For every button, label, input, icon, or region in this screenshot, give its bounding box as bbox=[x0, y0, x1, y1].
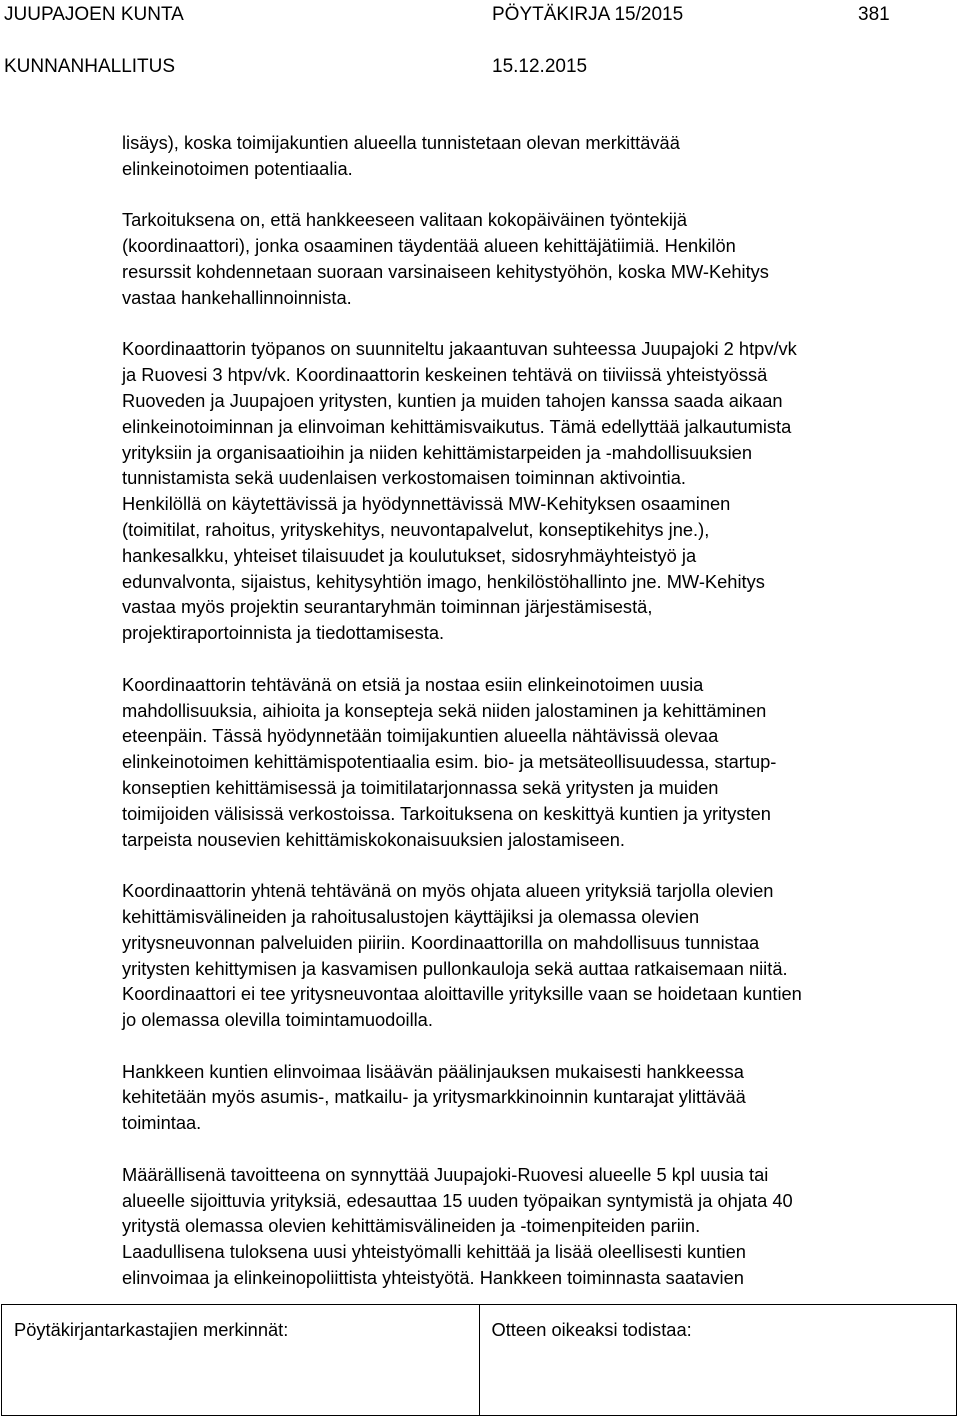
document-body bbox=[122, 130, 958, 1291]
document-title: PÖYTÄKIRJA 15/2015 bbox=[492, 4, 684, 25]
paragraph: Koordinaattorin työpanos on suunniteltu jakaantuvan suhteessa Juupajoki 2 htpv/vk ja Ruovesi 3 htpv/vk. Koordinaattorin keskeinen tehtävä on tiiviissä yhteistyössä Ruoveden ja Juupajoen yritysten, kuntien ja muiden tahojen kanssa saada aikaan elinkeinotoiminnan ja elinvoiman kehittämisvaikutus. Tämä edellyttää jalkautumista yrityksiin ja organisaatioihin ja niiden kehittämistarpeiden ja -mahdollisuuksien tunnistamista sekä uudenlaisen verkostomaisen toiminnan aktivointia. Henkilöllä on käytettävissä ja hyödynnettävissä MW-Kehityksen osaaminen (toimitilat, rahoitus, yrityskehitys, neuvontapalvelut, konseptikehitys jne.), hankesalkku, yhteiset tilaisuudet ja koulutukset, sidosryhmäyhteistyö ja edunvalvonta, sijaistus, kehitysyhtiön imago, henkilöstöhallinto jne. MW-Kehitys vastaa myös projektin seurantaryhmän toiminnan järjestämisestä, projektiraportoinnista ja tiedottamisesta. bbox=[122, 338, 797, 644]
governing-body: KUNNANHALLITUS bbox=[4, 56, 176, 77]
reviewers-label: Pöytäkirjantarkastajien merkinnät: bbox=[14, 1319, 289, 1340]
organization-name: JUUPAJOEN KUNTA bbox=[4, 4, 184, 25]
paragraph: Tarkoituksena on, että hankkeeseen valitaan kokopäiväinen työntekijä (koordinaattori), jonka osaaminen täydentää alueen kehittäjätiimiä. Henkilön resurssit kohdennetaan suoraan varsinaiseen kehitystyöhön, koska MW-Kehitys vastaa hankehallinnoinnista. bbox=[122, 209, 769, 308]
paragraph: Koordinaattorin tehtävänä on etsiä ja nostaa esiin elinkeinotoimen uusia mahdollisuuksia, aihioita ja konsepteja sekä niiden jalostaminen ja kehittäminen eteenpäin. Tässä hyödynnetään toimijakuntien alueella nähtävissä olevaa elinkeinotoimen kehittämispotentiaalia esim. bio- ja metsäteollisuudessa, startup- konseptien kehittämisessä ja toimitilatarjonnassa sekä yritysten ja muiden toimijoiden välisissä verkostoissa. Tarkoituksena on keskittyä kuntien ja yritysten tarpeista nousevien kehittämiskokonaisuuksien jalostamiseen. bbox=[122, 673, 777, 850]
paragraph: Hankkeen kuntien elinvoimaa lisäävän päälinjauksen mukaisesti hankkeessa kehitetään myös asumis-, matkailu- ja yritysmarkkinoinnin kuntarajat ylittävää toimintaa. bbox=[122, 1060, 746, 1134]
page-number: 381 bbox=[858, 4, 890, 25]
meeting-date: 15.12.2015 bbox=[492, 56, 588, 77]
certification-box bbox=[479, 1305, 957, 1415]
paragraph: lisäys), koska toimijakuntien alueella tunnistetaan olevan merkittävää elinkeinotoimen potentiaalia. bbox=[122, 132, 680, 179]
signature-footer bbox=[1, 1304, 957, 1416]
certification-label: Otteen oikeaksi todistaa: bbox=[491, 1319, 692, 1340]
reviewers-box bbox=[2, 1305, 479, 1415]
paragraph: Koordinaattorin yhtenä tehtävänä on myös ohjata alueen yrityksiä tarjolla olevien kehittämisvälineiden ja rahoitusalustojen käyttäjiksi ja olemassa olevien yritysneuvonnan palveluiden piiriin. Koordinaattorilla on mahdollisuus tunnistaa yritysten kehittymisen ja kasvamisen pullonkauloja sekä auttaa ratkaisemaan niitä. Koordinaattori ei tee yritysneuvontaa aloittaville yrityksille vaan se hoidetaan kuntien jo olemassa olevilla toimintamuodoilla. bbox=[122, 880, 802, 1031]
paragraph: Määrällisenä tavoitteena on synnyttää Juupajoki-Ruovesi alueelle 5 kpl uusia tai alueelle sijoittuvia yrityksiä, edesauttaa 15 uuden työpaikan syntymistä ja ohjata 40 yritystä olemassa olevien kehittämisvälineiden ja -toimenpiteiden pariin. Laadullisena tuloksena uusi yhteistyömalli kehittää ja lisää oleellisesti kuntien elinvoimaa ja elinkeinopoliittista yhteistyötä. Hankkeen toiminnasta saatavien bbox=[122, 1163, 793, 1289]
